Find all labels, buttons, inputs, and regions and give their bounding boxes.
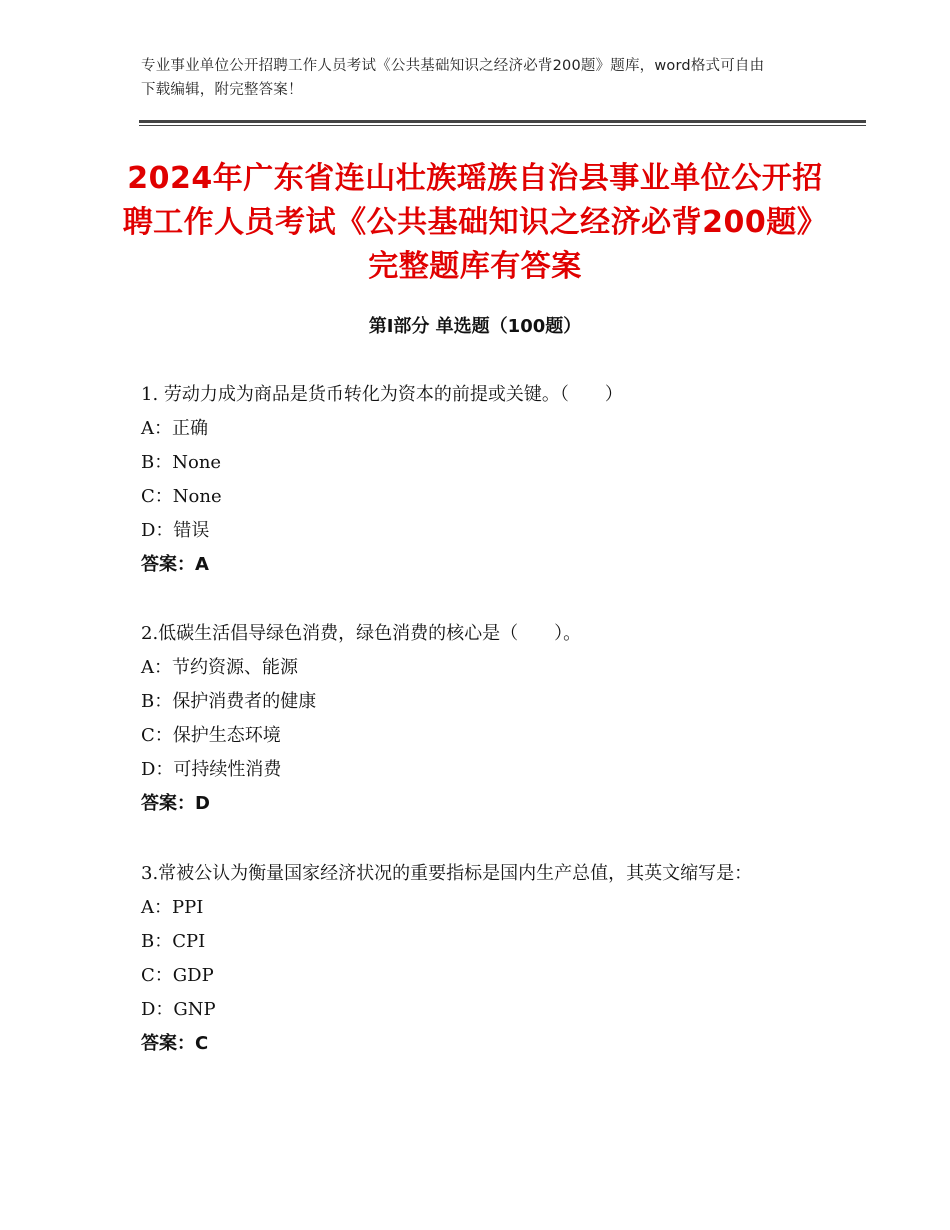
option-c: C：None <box>141 486 222 507</box>
header-divider-thick <box>139 120 866 123</box>
option-a: A：正确 <box>141 418 208 439</box>
option-a: A：PPI <box>141 897 204 918</box>
document-title: 2024年广东省连山壮族瑶族自治县事业单位公开招聘工作人员考试《公共基础知识之经济必背200题》完整题库有答案 <box>122 161 828 284</box>
option-d: D：可持续性消费 <box>141 759 282 780</box>
option-d: D：错误 <box>141 520 210 541</box>
option-b: B：CPI <box>141 931 206 952</box>
question-item <box>141 617 821 821</box>
question-item <box>141 857 801 1061</box>
header-note: 专业事业单位公开招聘工作人员考试《公共基础知识之经济必背200题》题库，word格式可自由下载编辑，附完整答案！ <box>141 58 765 98</box>
header-divider-thin <box>139 125 866 126</box>
option-a: A：节约资源、能源 <box>141 657 298 678</box>
option-b: B：None <box>141 452 222 473</box>
question-stem: 3.常被公认为衡量国家经济状况的重要指标是国内生产总值，其英文缩写是： <box>141 863 753 884</box>
option-c: C：GDP <box>141 965 214 986</box>
option-c: C：保护生态环境 <box>141 725 281 746</box>
option-b: B：保护消费者的健康 <box>141 691 317 712</box>
answer-line: 答案：A <box>141 554 209 575</box>
question-item <box>141 378 821 582</box>
answer-line: 答案：D <box>141 793 210 814</box>
answer-line: 答案：C <box>141 1033 209 1054</box>
section-heading: 第Ⅰ部分 单选题（100题） <box>368 316 582 337</box>
option-d: D：GNP <box>141 999 216 1020</box>
question-stem: 1. 劳动力成为商品是货币转化为资本的前提或关键。（ ） <box>141 384 623 405</box>
question-stem: 2.低碳生活倡导绿色消费，绿色消费的核心是（ ）。 <box>141 623 582 644</box>
